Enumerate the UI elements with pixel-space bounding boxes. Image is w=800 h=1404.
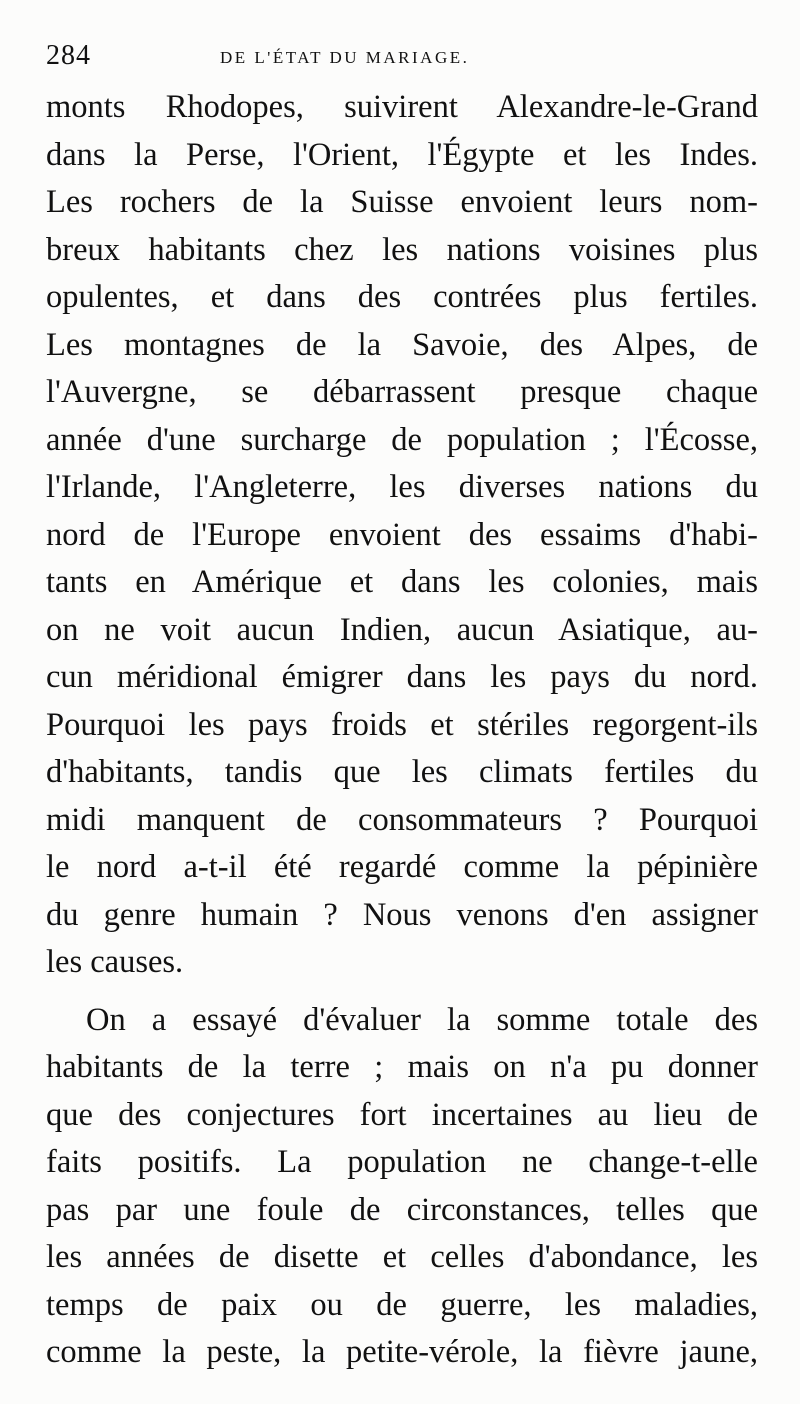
running-head: DE L'ÉTAT DU MARIAGE. <box>220 48 470 67</box>
text-line: cun méridional émigrer dans les pays du nord. <box>46 659 758 695</box>
text-line: les causes. <box>46 944 184 980</box>
text-line: dans la Perse, l'Orient, l'Égypte et les Indes. <box>46 136 758 173</box>
text-line: l'Irlande, l'Angleterre, les diverses nations du <box>46 469 758 505</box>
text-line: Les montagnes de la Savoie, des Alpes, de <box>46 326 758 363</box>
text-line: On a essayé d'évaluer la somme totale des <box>86 1001 758 1038</box>
text-line: habitants de la terre ; mais on n'a pu donner <box>46 1049 758 1085</box>
text-line: Pourquoi les pays froids et stériles regorgent-ils <box>46 706 758 743</box>
text-line: midi manquent de consommateurs ? Pourquoi <box>46 801 758 838</box>
text-line: on ne voit aucun Indien, aucun Asiatique, au- <box>46 611 758 648</box>
text-line: les années de disette et celles d'abondance, les <box>46 1239 758 1275</box>
text-line: pas par une foule de circonstances, telles que <box>46 1191 758 1228</box>
text-line: faits positifs. La population ne change-t-elle <box>46 1144 758 1180</box>
page-number: 284 <box>46 40 91 71</box>
paragraph-1 <box>46 84 758 987</box>
text-line: que des conjectures fort incertaines au lieu de <box>46 1096 758 1133</box>
text-line: nord de l'Europe envoient des essaims d'habi- <box>46 516 758 553</box>
text-line: d'habitants, tandis que les climats fertiles du <box>46 754 758 790</box>
page-header <box>46 40 746 80</box>
text-line: comme la peste, la petite-vérole, la fièvre jaune, <box>46 1334 758 1370</box>
text-line: Les rochers de la Suisse envoient leurs nom- <box>46 184 758 220</box>
text-line: du genre humain ? Nous venons d'en assigner <box>46 896 758 933</box>
body-text <box>46 84 758 1377</box>
text-line: tants en Amérique et dans les colonies, mais <box>46 564 758 600</box>
text-line: temps de paix ou de guerre, les maladies, <box>46 1286 758 1323</box>
paragraph-gap <box>46 987 758 997</box>
text-line: opulentes, et dans des contrées plus fertiles. <box>46 279 758 315</box>
text-line: l'Auvergne, se débarrassent presque chaque <box>46 374 758 410</box>
text-line: breux habitants chez les nations voisines plus <box>46 231 758 268</box>
text-line: monts Rhodopes, suivirent Alexandre-le-Grand <box>46 89 758 125</box>
text-line: année d'une surcharge de population ; l'Écosse, <box>46 421 758 458</box>
paragraph-2 <box>46 997 758 1377</box>
text-line: le nord a-t-il été regardé comme la pépinière <box>46 849 758 885</box>
